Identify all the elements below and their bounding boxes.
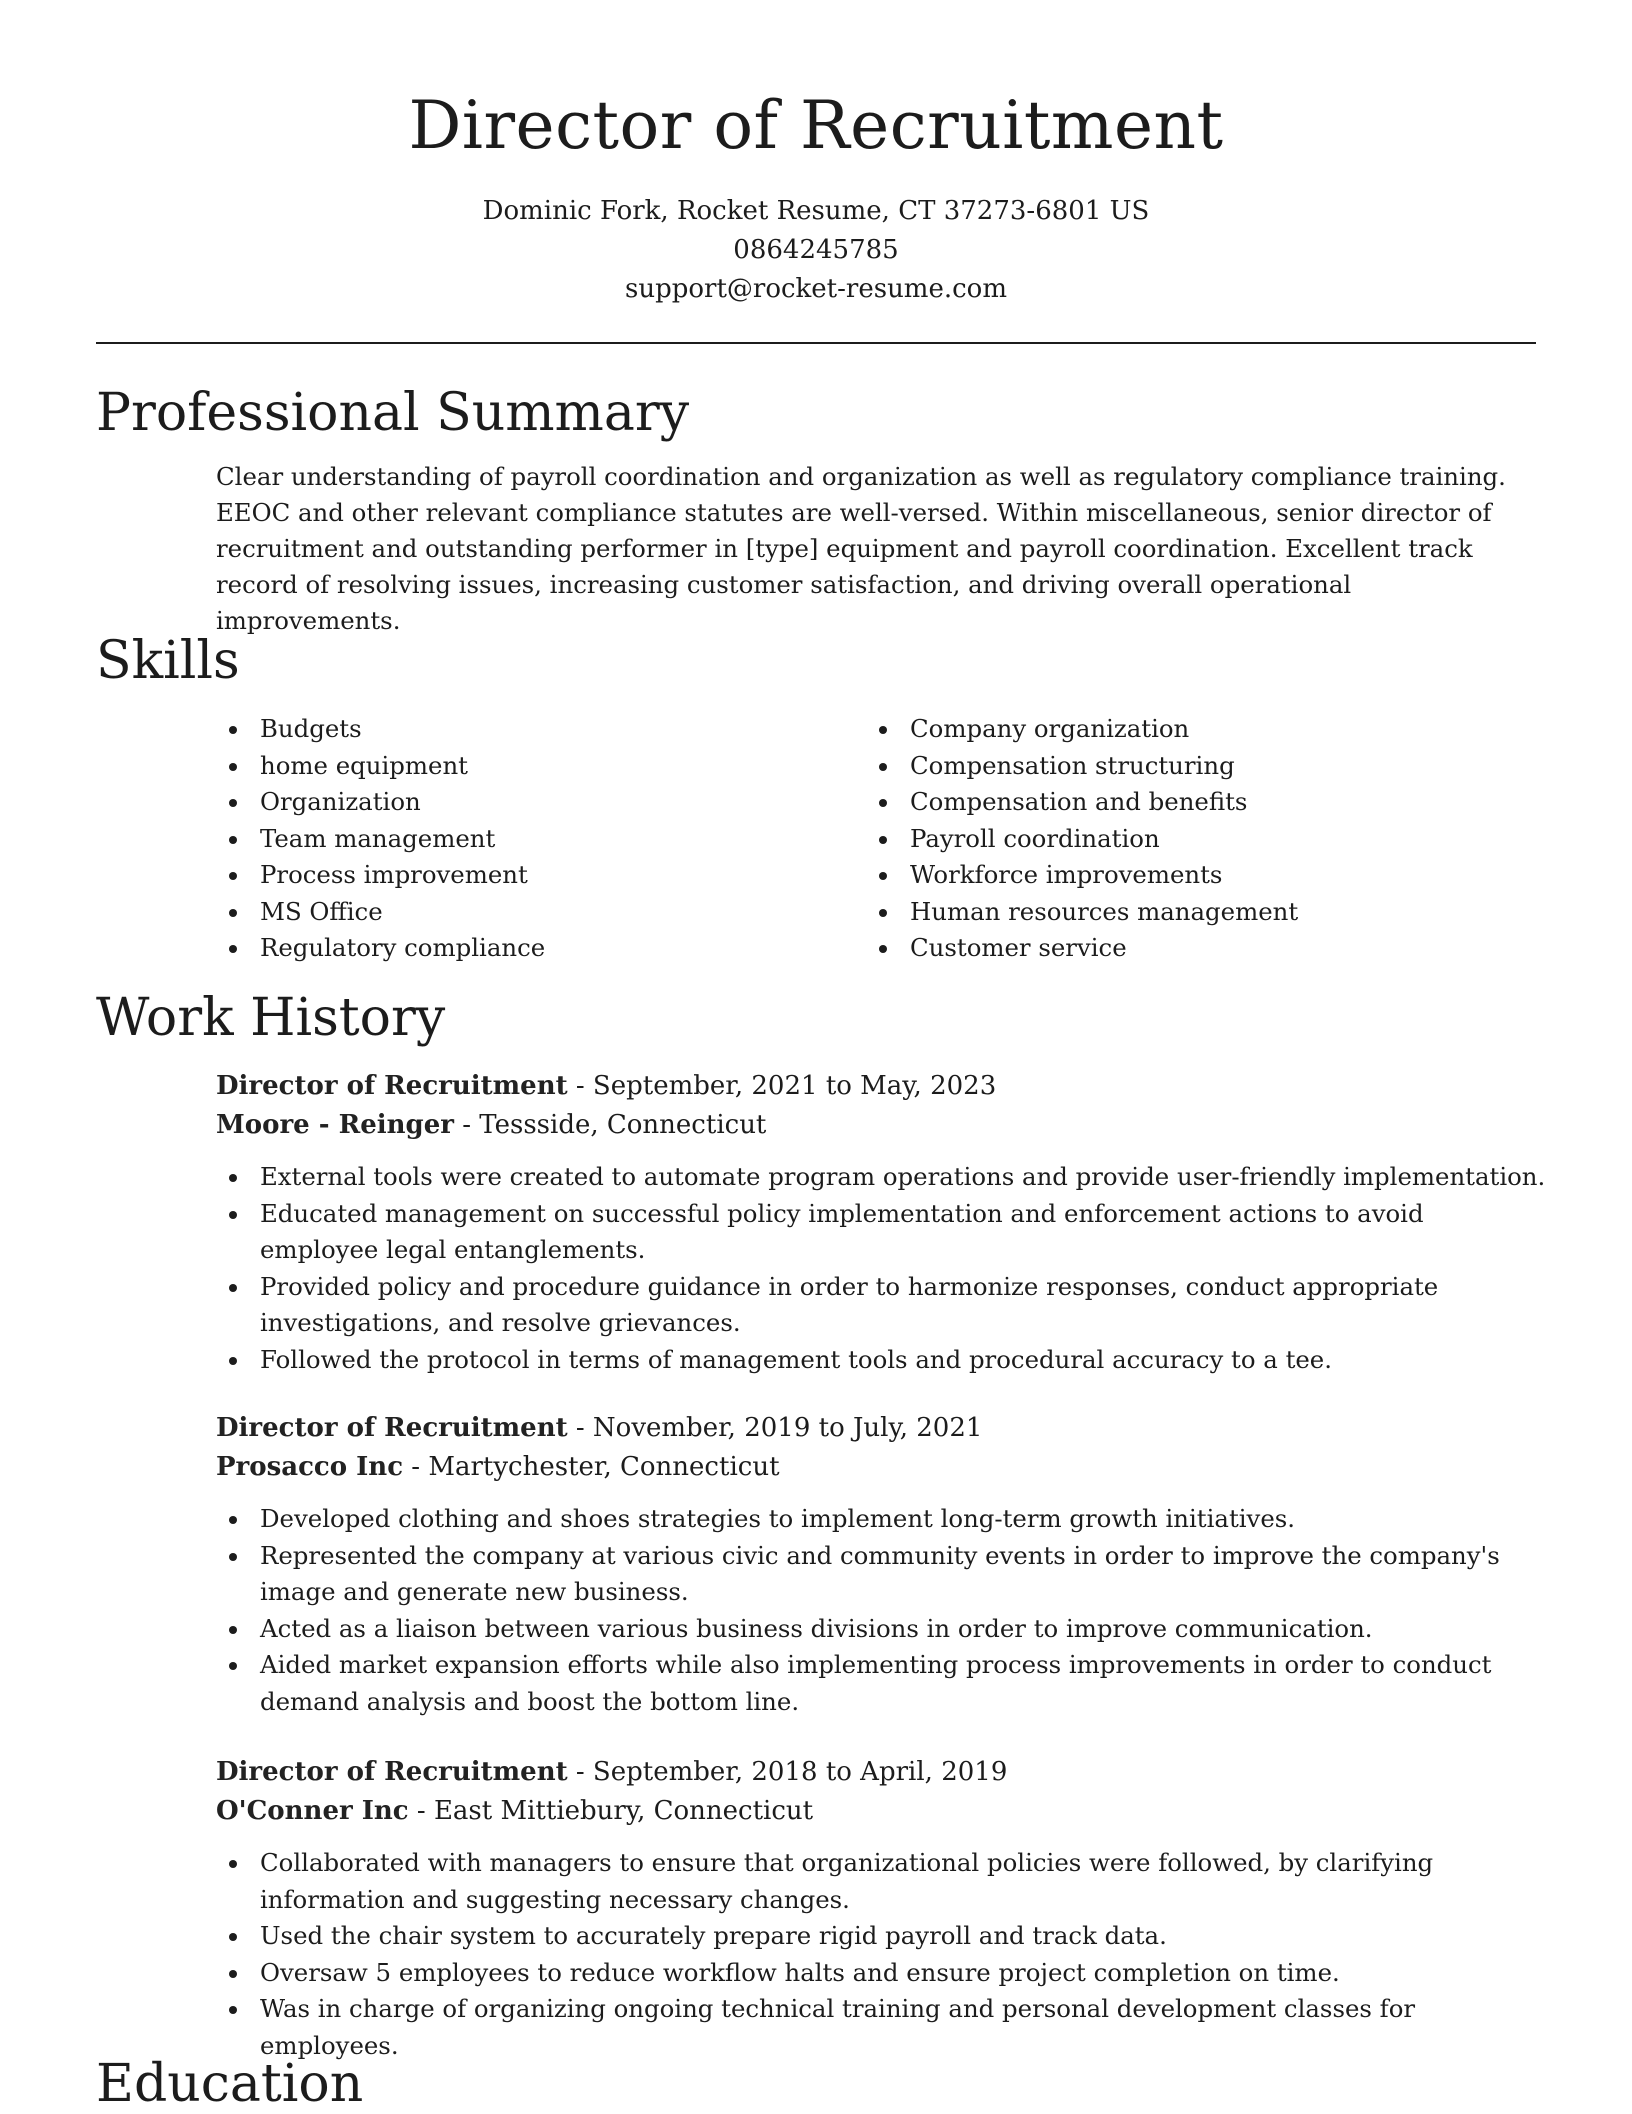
skill-item: Payroll coordination: [866, 821, 1516, 858]
job-entry: [216, 1067, 1546, 1378]
job-bullet: Educated management on successful policy implementation and enforcement actions to avoid employee legal entanglements.: [216, 1196, 1546, 1269]
job-bullet: Was in charge of organizing ongoing technical training and personal development classes for employees.: [216, 1991, 1546, 2064]
job-company-line: [216, 1792, 1546, 1831]
skill-item: home equipment: [216, 748, 866, 785]
job-dates: - September, 2018 to April, 2019: [567, 1757, 1008, 1787]
contact-address: Dominic Fork, Rocket Resume, CT 37273-6801 US: [482, 196, 1150, 226]
skill-item: Budgets: [216, 711, 866, 748]
job-title: Director of Recruitment: [216, 1071, 568, 1101]
contact-block: [0, 192, 1632, 309]
skill-item: Workforce improvements: [866, 857, 1516, 894]
job-title-line: [216, 1753, 1546, 1792]
job-location: - East Mittiebury, Connecticut: [408, 1796, 814, 1826]
job-bullet: External tools were created to automate program operations and provide user-friendly implementation.: [216, 1159, 1546, 1196]
summary-heading: Professional Summary: [96, 383, 690, 443]
skill-item: Company organization: [866, 711, 1516, 748]
job-company-line: [216, 1448, 1546, 1487]
contact-phone: 0864245785: [733, 235, 899, 265]
job-title-line: [216, 1409, 1546, 1448]
job-bullet: Followed the protocol in terms of management tools and procedural accuracy to a tee.: [216, 1342, 1546, 1379]
job-company: Prosacco Inc: [216, 1452, 404, 1482]
job-dates: - September, 2021 to May, 2023: [567, 1071, 997, 1101]
skill-item: Organization: [216, 784, 866, 821]
job-company-line: [216, 1106, 1546, 1145]
contact-email: support@rocket-resume.com: [624, 274, 1007, 304]
skill-item: Human resources management: [866, 894, 1516, 931]
skills-list: [216, 711, 1536, 967]
job-location: - Tessside, Connecticut: [453, 1110, 767, 1140]
summary-text: Clear understanding of payroll coordination and organization as well as regulatory compliance training. EEOC and other relevant compliance statutes are well-versed. Within miscellaneous, senior director of recruitment and outstanding performer in [type] equipment and payroll coordination. Excellent track record of resolving issues, increasing customer satisfaction, and driving overall operational improvements.: [216, 462, 1506, 635]
skill-item: MS Office: [216, 894, 866, 931]
job-bullet: Collaborated with managers to ensure that organizational policies were followed, by clarifying information and suggesting necessary changes.: [216, 1845, 1546, 1918]
job-dates: - November, 2019 to July, 2021: [567, 1413, 983, 1443]
work-history-heading: Work History: [96, 988, 446, 1048]
job-title-line: [216, 1067, 1546, 1106]
job-bullet: Provided policy and procedure guidance in order to harmonize responses, conduct appropriate investigations, and resolve grievances.: [216, 1269, 1546, 1342]
job-title: Director of Recruitment: [216, 1413, 568, 1443]
skill-item: Regulatory compliance: [216, 930, 866, 967]
skill-item: Process improvement: [216, 857, 866, 894]
job-bullet: Acted as a liaison between various business divisions in order to improve communication.: [216, 1611, 1546, 1648]
skill-item: Team management: [216, 821, 866, 858]
resume-header: [0, 0, 1632, 309]
job-bullets: [216, 1501, 1546, 1720]
job-bullet: Used the chair system to accurately prepare rigid payroll and track data.: [216, 1918, 1546, 1955]
job-entry: [216, 1409, 1546, 1720]
job-bullet: Developed clothing and shoes strategies to implement long-term growth initiatives.: [216, 1501, 1546, 1538]
skill-item: Compensation and benefits: [866, 784, 1516, 821]
skill-item: Customer service: [866, 930, 1516, 967]
job-bullets: [216, 1845, 1546, 2064]
job-bullet: Oversaw 5 employees to reduce workflow halts and ensure project completion on time.: [216, 1955, 1546, 1992]
job-entry: [216, 1753, 1546, 2064]
job-bullet: Represented the company at various civic and community events in order to improve the company's image and generate new business.: [216, 1538, 1546, 1611]
skill-item: Compensation structuring: [866, 748, 1516, 785]
job-title: Director of Recruitment: [216, 1757, 568, 1787]
header-divider: [96, 342, 1536, 344]
job-location: - Martychester, Connecticut: [403, 1452, 780, 1482]
job-bullet: Aided market expansion efforts while also implementing process improvements in order to conduct demand analysis and boost the bottom line.: [216, 1647, 1546, 1720]
skills-column-right: [866, 711, 1516, 967]
job-company: O'Conner Inc: [216, 1796, 409, 1826]
skills-column-left: [216, 711, 866, 967]
skills-heading: Skills: [96, 631, 240, 691]
education-heading: Education: [96, 2054, 364, 2114]
job-company: Moore - Reinger: [216, 1110, 454, 1140]
resume-title: Director of Recruitment: [408, 87, 1224, 164]
job-bullets: [216, 1159, 1546, 1378]
